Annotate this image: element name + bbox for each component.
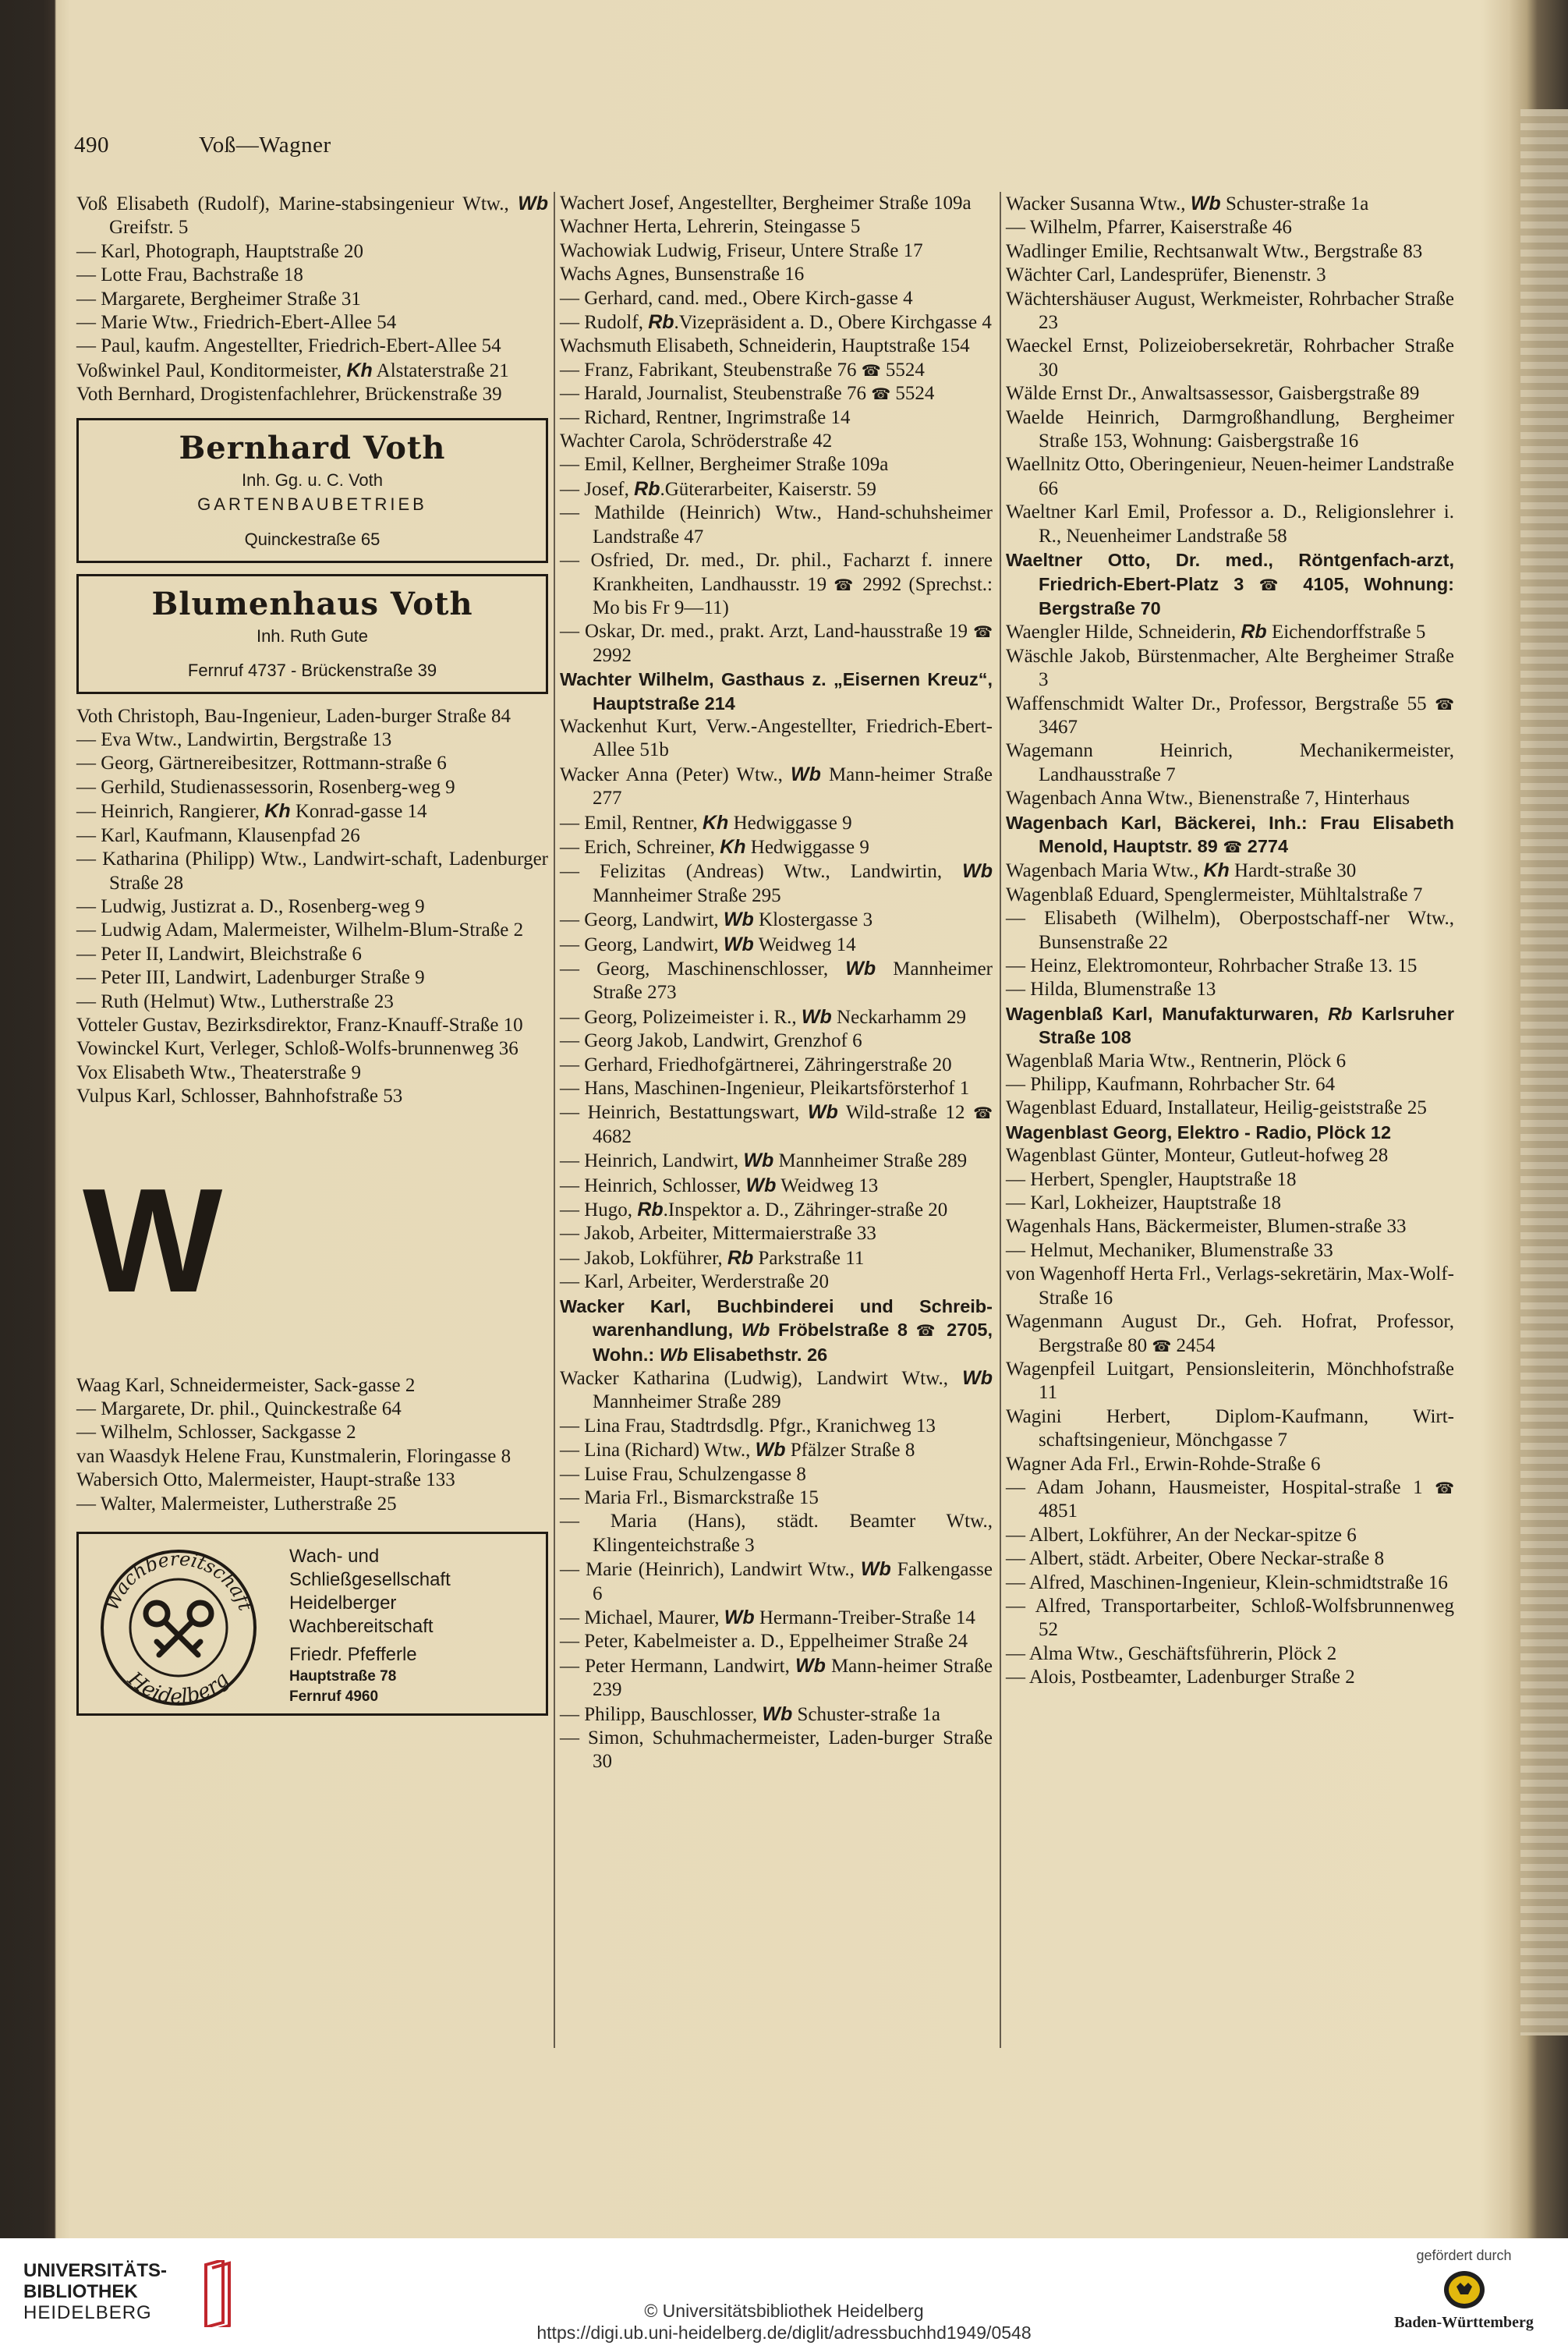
ad-wachbereitschaft xyxy=(76,1532,548,1716)
funder-name: Baden-Württemberg xyxy=(1394,2314,1534,2331)
directory-entry: Wachter Wilhelm, Gasthaus z. „Eisernen Kreuz“, Hauptstraße 214 xyxy=(560,669,993,714)
directory-entry: — Heinrich, Schlosser, Wb Weidweg 13 xyxy=(560,1174,879,1196)
directory-entry: Wacker Katharina (Ludwig), Landwirt Wtw., Wb Mannheimer Straße 289 xyxy=(560,1366,993,1413)
directory-entry: Wackenhut Kurt, Verw.-Angestellter, Friedrich-Ebert-Allee 51b xyxy=(560,715,993,761)
directory-entry: Waelde Heinrich, Darmgroßhandlung, Bergheimer Straße 153, Wohnung: Gaisbergstraße 16 xyxy=(1006,406,1454,452)
directory-entry: — Hugo, Rb.Inspektor a. D., Zähringer-straße 20 xyxy=(560,1199,948,1221)
directory-entry: Vulpus Karl, Schlosser, Bahnhofstraße 53 xyxy=(76,1086,403,1107)
directory-entry: — Jakob, Arbeiter, Mittermaierstraße 33 xyxy=(560,1223,876,1245)
directory-entry: — Hilda, Blumenstraße 13 xyxy=(1006,979,1216,1001)
directory-entry: — Lotte Frau, Bachstraße 18 xyxy=(76,264,303,286)
directory-entry: — Peter Hermann, Landwirt, Wb Mann-heimer Straße 239 xyxy=(560,1654,993,1701)
directory-entry: — Elisabeth (Wilhelm), Oberpostschaff-ner Wtw., Bunsenstraße 22 xyxy=(1006,908,1454,953)
directory-entry: Votteler Gustav, Bezirksdirektor, Franz-Knauff-Straße 10 xyxy=(76,1014,523,1036)
entries-bottom xyxy=(76,1374,548,1516)
directory-entry: — Michael, Maurer, Wb Hermann-Treiber-Straße 14 xyxy=(560,1606,975,1628)
directory-entry: Voßwinkel Paul, Konditormeister, Kh Alstaterstraße 21 xyxy=(76,359,509,381)
section-letter: W xyxy=(83,1157,223,1323)
directory-entry: — Heinrich, Bestattungswart, Wb Wild-straße 12 ☎ 4682 xyxy=(560,1101,993,1147)
directory-entry: Voth Bernhard, Drogistenfachlehrer, Brückenstraße 39 xyxy=(76,384,502,406)
ad-line: Fernruf 4960 xyxy=(289,1688,379,1705)
ad-title: Blumenhaus Voth xyxy=(151,585,473,622)
directory-entry: — Marie (Heinrich), Landwirt Wtw., Wb Falkengasse 6 xyxy=(560,1558,993,1604)
directory-entry: — Gerhard, cand. med., Obere Kirch-gasse 4 xyxy=(560,287,913,309)
directory-entry: — Ruth (Helmut) Wtw., Lutherstraße 23 xyxy=(76,990,394,1012)
directory-entry: — Karl, Photograph, Hauptstraße 20 xyxy=(76,240,363,262)
directory-entry: — Alfred, Transportarbeiter, Schloß-Wolfsbrunnenweg 52 xyxy=(1006,1595,1454,1641)
telephone-icon: ☎ xyxy=(1258,575,1289,594)
directory-entry: Wagemann Heinrich, Mechanikermeister, Landhausstraße 7 xyxy=(1006,740,1454,785)
ad-owner: Inh. Ruth Gute xyxy=(256,625,369,646)
directory-entry: — Alma Wtw., Geschäftsführerin, Plöck 2 xyxy=(1006,1642,1337,1664)
directory-entry: Wachner Herta, Lehrerin, Steingasse 5 xyxy=(560,216,861,238)
telephone-icon: ☎ xyxy=(834,575,856,594)
directory-entry: — Adam Johann, Hausmeister, Hospital-straße 1 ☎ 4851 xyxy=(1006,1476,1454,1522)
permalink[interactable]: https://digi.ub.uni-heidelberg.de/diglit/adressbuchhd1949/0548 xyxy=(536,2322,1032,2343)
directory-entry: Wachter Carola, Schröderstraße 42 xyxy=(560,430,833,452)
directory-entry: Waeckel Ernst, Polizeiobersekretär, Rohrbacher Straße 30 xyxy=(1006,335,1454,381)
viewer-footer xyxy=(0,2238,1568,2349)
directory-entry: — Wilhelm, Pfarrer, Kaiserstraße 46 xyxy=(1006,217,1292,239)
directory-entry: Wagenbach Karl, Bäckerei, Inh.: Frau Elisabeth Menold, Hauptstr. 89 ☎ 2774 xyxy=(1006,812,1454,856)
ad-line: Friedr. Pfefferle xyxy=(289,1644,417,1665)
telephone-icon: ☎ xyxy=(871,384,891,404)
directory-entry: von Wagenhoff Herta Frl., Verlags-sekretärin, Max-Wolf-Straße 16 xyxy=(1006,1263,1454,1309)
directory-entry: — Osfried, Dr. med., Dr. phil., Facharzt f. innere Krankheiten, Landhausstr. 19 ☎ 2992 (Sprechst.: Mo bis Fr 9—11) xyxy=(560,550,993,618)
directory-entry: — Richard, Rentner, Ingrimstraße 14 xyxy=(560,406,851,428)
directory-entry: Wächtershäuser August, Werkmeister, Rohrbacher Straße 23 xyxy=(1006,288,1454,334)
directory-entry: — Karl, Arbeiter, Werderstraße 20 xyxy=(560,1271,830,1293)
ad-owner: Inh. Gg. u. C. Voth xyxy=(242,469,383,490)
library-name-line: HEIDELBERG xyxy=(23,2302,152,2323)
directory-entry: — Paul, kaufm. Angestellter, Friedrich-Ebert-Allee 54 xyxy=(76,335,501,357)
directory-entry: Wächter Carl, Landesprüfer, Bienenstr. 3 xyxy=(1006,264,1326,286)
directory-entry: Wagenpfeil Luitgart, Pensionsleiterin, Mönchhofstraße 11 xyxy=(1006,1358,1454,1404)
directory-entry: Wagenbach Maria Wtw., Kh Hardt-straße 30 xyxy=(1006,859,1357,882)
ad-line: Schließgesellschaft xyxy=(289,1569,451,1590)
directory-entry: — Alois, Postbeamter, Ladenburger Straße 2 xyxy=(1006,1667,1355,1688)
directory-entry: — Margarete, Bergheimer Straße 31 xyxy=(76,288,361,310)
directory-entry: — Felizitas (Andreas) Wtw., Landwirtin, Wb Mannheimer Straße 295 xyxy=(560,860,993,906)
directory-entry: — Jakob, Lokführer, Rb Parkstraße 11 xyxy=(560,1246,865,1269)
directory-entry: — Alfred, Maschinen-Ingenieur, Klein-schmidtstraße 16 xyxy=(1006,1571,1448,1593)
column-1 xyxy=(76,192,548,1716)
directory-entry: — Albert, Lokführer, An der Neckar-spitze 6 xyxy=(1006,1524,1357,1546)
telephone-icon: ☎ xyxy=(1223,837,1243,856)
directory-entry: — Wilhelm, Schlosser, Sackgasse 2 xyxy=(76,1422,356,1444)
directory-entry: Waag Karl, Schneidermeister, Sack-gasse 2 xyxy=(76,1374,416,1396)
directory-entry: — Heinrich, Landwirt, Wb Mannheimer Straße 289 xyxy=(560,1150,968,1172)
directory-entry: Wagner Ada Frl., Erwin-Rohde-Straße 6 xyxy=(1006,1453,1321,1475)
directory-entry: Vox Elisabeth Wtw., Theaterstraße 9 xyxy=(76,1061,361,1083)
directory-entry: Wagenhals Hans, Bäckermeister, Blumen-straße 33 xyxy=(1006,1216,1407,1238)
directory-entry: — Ludwig Adam, Malermeister, Wilhelm-Blum-Straße 2 xyxy=(76,919,524,941)
ad-line: Wachbereitschaft xyxy=(289,1616,434,1637)
directory-entry: — Emil, Rentner, Kh Hedwiggasse 9 xyxy=(560,811,852,834)
directory-entry: Voth Christoph, Bau-Ingenieur, Laden-burger Straße 84 xyxy=(76,705,511,727)
directory-entry: Wagini Herbert, Diplom-Kaufmann, Wirt-schaftsingenieur, Mönchgasse 7 xyxy=(1006,1405,1454,1451)
page-number: 490 xyxy=(74,133,109,158)
directory-entry: Wäschle Jakob, Bürstenmacher, Alte Bergheimer Straße 3 xyxy=(1006,645,1454,691)
directory-entry: Wagenmann August Dr., Geh. Hofrat, Professor, Bergstraße 80 ☎ 2454 xyxy=(1006,1311,1454,1356)
directory-entry: Waengler Hilde, Schneiderin, Rb Eichendorffstraße 5 xyxy=(1006,621,1426,643)
directory-entry: Waffenschmidt Walter Dr., Professor, Bergstraße 55 ☎ 3467 xyxy=(1006,693,1454,738)
directory-entry: — Peter II, Landwirt, Bleichstraße 6 xyxy=(76,943,362,965)
copyright: © Universitätsbibliothek Heidelberg xyxy=(644,2301,924,2321)
directory-entry: — Georg, Maschinenschlosser, Wb Mannheimer Straße 273 xyxy=(560,958,993,1004)
directory-entry: — Lina Frau, Stadtrdsdlg. Pfgr., Kranichweg 13 xyxy=(560,1415,936,1437)
directory-entry: — Luise Frau, Schulzengasse 8 xyxy=(560,1463,806,1485)
directory-entry: Wälde Ernst Dr., Anwaltsassessor, Gaisbergstraße 89 xyxy=(1006,383,1420,405)
directory-entry: — Albert, städt. Arbeiter, Obere Neckar-straße 8 xyxy=(1006,1548,1385,1570)
directory-entry: — Peter III, Landwirt, Ladenburger Straße 9 xyxy=(76,967,425,989)
directory-entry: van Waasdyk Helene Frau, Kunstmalerin, Floringasse 8 xyxy=(76,1445,511,1467)
telephone-icon: ☎ xyxy=(1435,694,1454,714)
telephone-icon: ☎ xyxy=(973,622,993,642)
directory-entry: — Maria (Hans), städt. Beamter Wtw., Klingenteichstraße 3 xyxy=(560,1511,993,1556)
directory-entry: — Emil, Kellner, Bergheimer Straße 109a xyxy=(560,454,889,476)
entries-top xyxy=(76,192,548,407)
column-rule-2 xyxy=(1000,192,1001,2048)
directory-entry: — Katharina (Philipp) Wtw., Landwirt-schaft, Ladenburger Straße 28 xyxy=(76,849,548,894)
directory-entry: — Heinrich, Rangierer, Kh Konrad-gasse 14 xyxy=(76,800,427,823)
directory-entry: — Georg, Landwirt, Wb Weidweg 14 xyxy=(560,933,856,955)
ad-line: Wach- und xyxy=(289,1546,380,1567)
directory-entry: — Josef, Rb.Güterarbeiter, Kaiserstr. 59 xyxy=(560,477,876,500)
directory-entry: — Heinz, Elektromonteur, Rohrbacher Straße 13. 15 xyxy=(1006,955,1418,976)
running-title: Voß—Wagner xyxy=(199,133,331,158)
directory-entry: — Marie Wtw., Friedrich-Ebert-Allee 54 xyxy=(76,312,397,334)
ad-line: Hauptstraße 78 xyxy=(289,1668,397,1685)
ad-business: GARTENBAUBETRIEB xyxy=(197,494,427,514)
directory-entry: — Gerhard, Friedhofgärtnerei, Zähringerstraße 20 xyxy=(560,1054,952,1075)
ad-address: Quinckestraße 65 xyxy=(244,529,380,549)
directory-entry: Wadlinger Emilie, Rechtsanwalt Wtw., Bergstraße 83 xyxy=(1006,240,1423,262)
directory-entry: Wagenblast Günter, Monteur, Gutleut-hofweg 28 xyxy=(1006,1145,1389,1167)
column-2 xyxy=(560,192,993,1774)
directory-entry: — Philipp, Bauschlosser, Wb Schuster-straße 1a xyxy=(560,1702,941,1725)
directory-entry: — Herbert, Spengler, Hauptstraße 18 xyxy=(1006,1168,1297,1190)
funded-by-label: gefördert durch xyxy=(1416,2248,1512,2263)
svg-text:Wachbereitschaft: Wachbereitschaft xyxy=(101,1547,257,1614)
directory-entry: Vowinckel Kurt, Verleger, Schloß-Wolfs-brunnenweg 36 xyxy=(76,1038,519,1060)
ad-bernhard-voth xyxy=(76,418,548,563)
directory-entry: — Oskar, Dr. med., prakt. Arzt, Land-hausstraße 19 ☎ 2992 xyxy=(560,621,993,666)
directory-entry: Wachowiak Ludwig, Friseur, Untere Straße 17 xyxy=(560,239,923,261)
directory-entry: — Rudolf, Rb.Vizepräsident a. D., Obere Kirchgasse 4 xyxy=(560,311,992,334)
directory-entry: — Eva Wtw., Landwirtin, Bergstraße 13 xyxy=(76,729,392,751)
telephone-icon: ☎ xyxy=(973,1104,993,1123)
svg-text:Heidelberg: Heidelberg xyxy=(123,1667,234,1707)
directory-entry: Wachs Agnes, Bunsenstraße 16 xyxy=(560,264,805,285)
directory-entry: — Peter, Kabelmeister a. D., Eppelheimer Straße 24 xyxy=(560,1631,968,1653)
directory-entry: — Philipp, Kaufmann, Rohrbacher Str. 64 xyxy=(1006,1074,1336,1096)
directory-entry: — Georg, Polizeimeister i. R., Wb Neckarhamm 29 xyxy=(560,1005,966,1028)
directory-entry: — Georg Jakob, Landwirt, Grenzhof 6 xyxy=(560,1030,862,1052)
directory-entry: Waeltner Otto, Dr. med., Röntgenfach-arzt, Friedrich-Ebert-Platz 3 ☎ 4105, Wohnung: Bergstraße 70 xyxy=(1006,550,1455,618)
directory-entry: — Karl, Lokheizer, Hauptstraße 18 xyxy=(1006,1192,1282,1214)
directory-entry: — Margarete, Dr. phil., Quinckestraße 64 xyxy=(76,1398,402,1419)
directory-entry: — Karl, Kaufmann, Klausenpfad 26 xyxy=(76,824,360,846)
telephone-icon: ☎ xyxy=(915,1321,939,1341)
directory-entry: Wagenblaß Eduard, Spenglermeister, Mühltalstraße 7 xyxy=(1006,884,1423,905)
directory-entry: Wagenblaß Karl, Manufakturwaren, Rb Karlsruher Straße 108 xyxy=(1006,1003,1454,1048)
directory-entry: — Mathilde (Heinrich) Wtw., Hand-schuhsheimer Landstraße 47 xyxy=(560,502,993,547)
directory-entry: Wacker Anna (Peter) Wtw., Wb Mann-heimer Straße 277 xyxy=(560,763,993,810)
column-3 xyxy=(1006,192,1454,1690)
ad-blumenhaus-voth xyxy=(76,574,548,694)
directory-entry: — Georg, Gärtnereibesitzer, Rottmann-straße 6 xyxy=(76,753,447,774)
telephone-icon: ☎ xyxy=(861,360,881,380)
directory-entry: Wagenblast Georg, Elektro - Radio, Plöck 12 xyxy=(1006,1121,1392,1143)
ad-text xyxy=(289,1545,451,1707)
directory-entry: — Erich, Schreiner, Kh Hedwiggasse 9 xyxy=(560,835,869,858)
telephone-icon: ☎ xyxy=(1152,1336,1172,1355)
directory-entry: — Helmut, Mechaniker, Blumenstraße 33 xyxy=(1006,1239,1333,1261)
keys-seal-icon xyxy=(85,1543,272,1707)
directory-entry: Voß Elisabeth (Rudolf), Marine-stabsingenieur Wtw., Wb Greifstr. 5 xyxy=(76,193,548,239)
ad-title: Bernhard Voth xyxy=(179,429,446,466)
directory-entry: — Ludwig, Justizrat a. D., Rosenberg-weg 9 xyxy=(76,895,425,917)
directory-entry: Wachsmuth Elisabeth, Schneiderin, Hauptstraße 154 xyxy=(560,335,970,357)
telephone-icon: ☎ xyxy=(1435,1478,1454,1497)
directory-entry: — Harald, Journalist, Steubenstraße 76 ☎ 5524 xyxy=(560,383,935,405)
directory-entry: — Georg, Landwirt, Wb Klostergasse 3 xyxy=(560,909,873,931)
directory-entry: — Walter, Malermeister, Lutherstraße 25 xyxy=(76,1493,397,1515)
library-name-line: BIBLIOTHEK xyxy=(23,2281,138,2302)
directory-entry: Wacker Susanna Wtw., Wb Schuster-straße 1a xyxy=(1006,193,1369,214)
directory-entry: Waeltner Karl Emil, Professor a. D., Religionslehrer i. R., Neuenheimer Landstraße 58 xyxy=(1006,501,1454,547)
funder[interactable] xyxy=(1380,2248,1548,2332)
directory-entry: — Maria Frl., Bismarckstraße 15 xyxy=(560,1486,819,1508)
directory-entry: Wacker Karl, Buchbinderei und Schreib-warenhandlung, Wb Fröbelstraße 8 ☎ 2705, Wohn.: Wb Elisabethstr. 26 xyxy=(560,1295,993,1365)
directory-entry: Waellnitz Otto, Oberingenieur, Neuen-heimer Landstraße 66 xyxy=(1006,454,1454,499)
directory-entry: Wagenblaß Maria Wtw., Rentnerin, Plöck 6 xyxy=(1006,1050,1347,1072)
coat-of-arms-icon xyxy=(1442,2269,1486,2310)
directory-entry: Wagenblast Eduard, Installateur, Heilig-geiststraße 25 xyxy=(1006,1097,1427,1119)
directory-entry: Wagenbach Anna Wtw., Bienenstraße 7, Hinterhaus xyxy=(1006,788,1410,810)
running-head xyxy=(74,133,1462,164)
directory-entry: Wachert Josef, Angestellter, Bergheimer Straße 109a xyxy=(560,193,972,214)
directory-entry: — Gerhild, Studienassessorin, Rosenberg-weg 9 xyxy=(76,776,455,798)
directory-entry: — Simon, Schuhmachermeister, Laden-burger Straße 30 xyxy=(560,1727,993,1773)
directory-entry: — Hans, Maschinen-Ingenieur, Pleikartsförsterhof 1 xyxy=(560,1078,970,1100)
directory-entry: — Lina (Richard) Wtw., Wb Pfälzer Straße 8 xyxy=(560,1439,915,1461)
directory-entry: Wabersich Otto, Malermeister, Haupt-straße 133 xyxy=(76,1469,455,1491)
ad-contact: Fernruf 4737 - Brückenstraße 39 xyxy=(187,660,437,680)
ad-line: Heidelberger xyxy=(289,1593,397,1614)
directory-entry: — Franz, Fabrikant, Steubenstraße 76 ☎ 5524 xyxy=(560,359,925,381)
library-name-line: UNIVERSITÄTS- xyxy=(23,2260,168,2281)
column-rule-1 xyxy=(554,192,555,2048)
entries-mid xyxy=(76,705,548,1109)
